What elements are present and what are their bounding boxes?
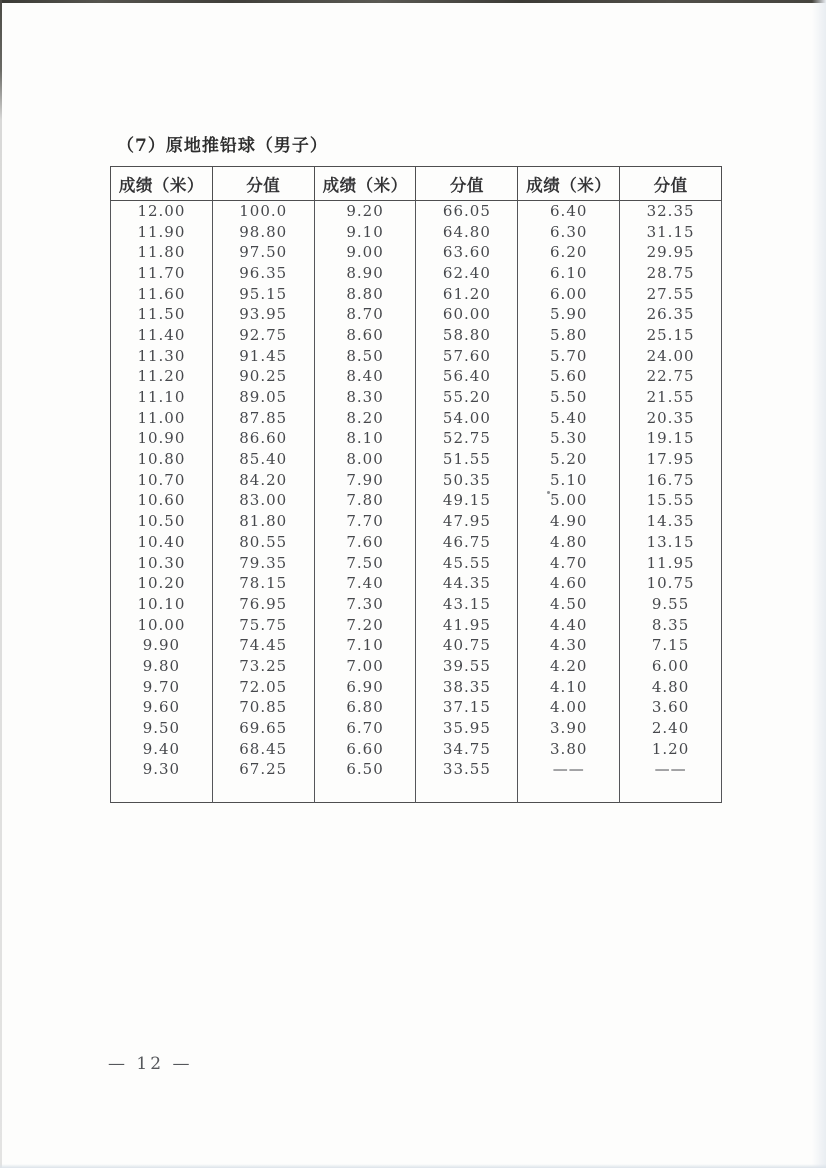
table-cell: 8.60 bbox=[314, 325, 416, 346]
table-cell: 2.40 bbox=[620, 718, 722, 739]
table-cell: 38.35 bbox=[416, 677, 518, 698]
table-cell: 49.15 bbox=[416, 491, 518, 512]
table-cell: 7.40 bbox=[314, 573, 416, 594]
table-spacer-cell bbox=[314, 780, 416, 803]
table-cell: 5.80 bbox=[518, 325, 620, 346]
table-cell: 7.80 bbox=[314, 491, 416, 512]
table-cell: 91.45 bbox=[212, 346, 314, 367]
table-cell: 10.70 bbox=[111, 470, 213, 491]
table-cell: 97.50 bbox=[212, 242, 314, 263]
table-cell: 79.35 bbox=[212, 553, 314, 574]
table-cell: 5.10 bbox=[518, 470, 620, 491]
table-cell: 4.50 bbox=[518, 594, 620, 615]
table-row bbox=[111, 698, 722, 719]
table-cell: 16.75 bbox=[620, 470, 722, 491]
table-cell: 10.50 bbox=[111, 511, 213, 532]
page-number: — 12 — bbox=[108, 1054, 193, 1074]
table-cell: 32.35 bbox=[620, 201, 722, 222]
table-cell: 80.55 bbox=[212, 532, 314, 553]
scan-edge-right bbox=[812, 0, 826, 1168]
table-cell: 9.20 bbox=[314, 201, 416, 222]
table-cell: 100.0 bbox=[212, 201, 314, 222]
table-cell: 60.00 bbox=[416, 304, 518, 325]
scan-edge-left bbox=[0, 0, 2, 1168]
table-header-row bbox=[111, 167, 722, 201]
section-title: （7）原地推铅球（男子） bbox=[117, 136, 328, 156]
table-cell: 64.80 bbox=[416, 222, 518, 243]
table-cell: 6.70 bbox=[314, 718, 416, 739]
table-row bbox=[111, 367, 722, 388]
table-cell: 7.20 bbox=[314, 615, 416, 636]
table-cell: —— bbox=[620, 760, 722, 781]
table-row bbox=[111, 656, 722, 677]
table-cell: 8.30 bbox=[314, 387, 416, 408]
scan-speck bbox=[547, 491, 550, 494]
table-cell: 8.00 bbox=[314, 449, 416, 470]
table-cell: 50.35 bbox=[416, 470, 518, 491]
table-cell: 8.50 bbox=[314, 346, 416, 367]
table-cell: 6.80 bbox=[314, 698, 416, 719]
table-cell: 11.50 bbox=[111, 304, 213, 325]
column-header: 分值 bbox=[620, 167, 722, 201]
table-cell: 9.80 bbox=[111, 656, 213, 677]
table-cell: 9.90 bbox=[111, 635, 213, 656]
table-cell: 46.75 bbox=[416, 532, 518, 553]
table-cell: 7.60 bbox=[314, 532, 416, 553]
table-cell: 68.45 bbox=[212, 739, 314, 760]
table-cell: 5.30 bbox=[518, 429, 620, 450]
table-cell: 4.70 bbox=[518, 553, 620, 574]
table-cell: 70.85 bbox=[212, 698, 314, 719]
table-cell: 63.60 bbox=[416, 242, 518, 263]
table-cell: 6.00 bbox=[620, 656, 722, 677]
table-row bbox=[111, 201, 722, 222]
scan-edge-bottom bbox=[0, 1164, 826, 1168]
table-cell: 8.70 bbox=[314, 304, 416, 325]
table-cell: 4.90 bbox=[518, 511, 620, 532]
table-cell: 5.70 bbox=[518, 346, 620, 367]
table-row bbox=[111, 491, 722, 512]
table-spacer-cell bbox=[518, 780, 620, 803]
table-spacer-cell bbox=[212, 780, 314, 803]
score-table bbox=[110, 166, 722, 803]
table-row bbox=[111, 635, 722, 656]
table-cell: 98.80 bbox=[212, 222, 314, 243]
table-cell: 11.60 bbox=[111, 284, 213, 305]
table-row bbox=[111, 346, 722, 367]
table-cell: 5.90 bbox=[518, 304, 620, 325]
table-spacer-row bbox=[111, 780, 722, 803]
table-cell: 21.55 bbox=[620, 387, 722, 408]
table-row bbox=[111, 429, 722, 450]
table-cell: 92.75 bbox=[212, 325, 314, 346]
table-row bbox=[111, 532, 722, 553]
table-cell: 11.10 bbox=[111, 387, 213, 408]
table-cell: 58.80 bbox=[416, 325, 518, 346]
table-cell: 5.50 bbox=[518, 387, 620, 408]
table-cell: 66.05 bbox=[416, 201, 518, 222]
table-cell: 74.45 bbox=[212, 635, 314, 656]
table-cell: 4.60 bbox=[518, 573, 620, 594]
table-cell: 39.55 bbox=[416, 656, 518, 677]
table-cell: 67.25 bbox=[212, 760, 314, 781]
table-cell: 9.30 bbox=[111, 760, 213, 781]
table-cell: 8.35 bbox=[620, 615, 722, 636]
table-cell: 11.00 bbox=[111, 408, 213, 429]
table-cell: 89.05 bbox=[212, 387, 314, 408]
table-row bbox=[111, 387, 722, 408]
score-table-body bbox=[111, 201, 722, 803]
table-cell: 7.50 bbox=[314, 553, 416, 574]
table-cell: 83.00 bbox=[212, 491, 314, 512]
table-cell: 90.25 bbox=[212, 367, 314, 388]
table-cell: 8.20 bbox=[314, 408, 416, 429]
table-cell: 95.15 bbox=[212, 284, 314, 305]
table-cell: 1.20 bbox=[620, 739, 722, 760]
table-cell: 40.75 bbox=[416, 635, 518, 656]
table-cell: 62.40 bbox=[416, 263, 518, 284]
table-cell: 20.35 bbox=[620, 408, 722, 429]
table-cell: 10.75 bbox=[620, 573, 722, 594]
table-cell: 6.10 bbox=[518, 263, 620, 284]
table-row bbox=[111, 760, 722, 781]
table-cell: 4.10 bbox=[518, 677, 620, 698]
table-cell: 26.35 bbox=[620, 304, 722, 325]
table-cell: 9.60 bbox=[111, 698, 213, 719]
table-cell: 6.50 bbox=[314, 760, 416, 781]
table-row bbox=[111, 615, 722, 636]
table-cell: 7.00 bbox=[314, 656, 416, 677]
table-cell: 5.20 bbox=[518, 449, 620, 470]
table-cell: 6.40 bbox=[518, 201, 620, 222]
table-row bbox=[111, 677, 722, 698]
table-cell: 72.05 bbox=[212, 677, 314, 698]
table-cell: 75.75 bbox=[212, 615, 314, 636]
table-cell: 7.30 bbox=[314, 594, 416, 615]
table-cell: 27.55 bbox=[620, 284, 722, 305]
table-cell: 4.20 bbox=[518, 656, 620, 677]
table-cell: 8.80 bbox=[314, 284, 416, 305]
table-row bbox=[111, 511, 722, 532]
table-row bbox=[111, 242, 722, 263]
table-cell: 3.80 bbox=[518, 739, 620, 760]
table-cell: 12.00 bbox=[111, 201, 213, 222]
table-cell: 35.95 bbox=[416, 718, 518, 739]
table-cell: 34.75 bbox=[416, 739, 518, 760]
table-cell: 6.60 bbox=[314, 739, 416, 760]
table-cell: —— bbox=[518, 760, 620, 781]
table-cell: 8.40 bbox=[314, 367, 416, 388]
table-cell: 45.55 bbox=[416, 553, 518, 574]
table-cell: 4.80 bbox=[620, 677, 722, 698]
column-header: 分值 bbox=[416, 167, 518, 201]
table-cell: 8.10 bbox=[314, 429, 416, 450]
table-cell: 4.30 bbox=[518, 635, 620, 656]
column-header: 成绩（米） bbox=[314, 167, 416, 201]
table-cell: 5.00 bbox=[518, 491, 620, 512]
scan-edge-top bbox=[0, 0, 826, 3]
table-cell: 4.80 bbox=[518, 532, 620, 553]
table-row bbox=[111, 449, 722, 470]
table-row bbox=[111, 553, 722, 574]
table-cell: 3.60 bbox=[620, 698, 722, 719]
table-cell: 10.60 bbox=[111, 491, 213, 512]
table-cell: 9.40 bbox=[111, 739, 213, 760]
table-cell: 47.95 bbox=[416, 511, 518, 532]
table-cell: 6.20 bbox=[518, 242, 620, 263]
table-cell: 11.30 bbox=[111, 346, 213, 367]
column-header: 成绩（米） bbox=[111, 167, 213, 201]
table-cell: 7.15 bbox=[620, 635, 722, 656]
table-cell: 11.70 bbox=[111, 263, 213, 284]
table-cell: 9.00 bbox=[314, 242, 416, 263]
table-spacer-cell bbox=[620, 780, 722, 803]
table-cell: 51.55 bbox=[416, 449, 518, 470]
table-cell: 13.15 bbox=[620, 532, 722, 553]
table-cell: 9.70 bbox=[111, 677, 213, 698]
column-header: 分值 bbox=[212, 167, 314, 201]
table-cell: 9.10 bbox=[314, 222, 416, 243]
table-cell: 9.50 bbox=[111, 718, 213, 739]
table-cell: 7.90 bbox=[314, 470, 416, 491]
table-cell: 7.70 bbox=[314, 511, 416, 532]
table-cell: 37.15 bbox=[416, 698, 518, 719]
table-cell: 11.90 bbox=[111, 222, 213, 243]
column-header: 成绩（米） bbox=[518, 167, 620, 201]
table-cell: 10.90 bbox=[111, 429, 213, 450]
table-cell: 61.20 bbox=[416, 284, 518, 305]
table-cell: 10.00 bbox=[111, 615, 213, 636]
table-cell: 87.85 bbox=[212, 408, 314, 429]
table-cell: 31.15 bbox=[620, 222, 722, 243]
table-spacer-cell bbox=[416, 780, 518, 803]
table-row bbox=[111, 263, 722, 284]
table-cell: 14.35 bbox=[620, 511, 722, 532]
table-cell: 15.55 bbox=[620, 491, 722, 512]
table-cell: 11.80 bbox=[111, 242, 213, 263]
table-cell: 9.55 bbox=[620, 594, 722, 615]
table-row bbox=[111, 470, 722, 491]
table-row bbox=[111, 408, 722, 429]
table-cell: 29.95 bbox=[620, 242, 722, 263]
table-cell: 8.90 bbox=[314, 263, 416, 284]
table-row bbox=[111, 739, 722, 760]
table-cell: 93.95 bbox=[212, 304, 314, 325]
table-spacer-cell bbox=[111, 780, 213, 803]
table-cell: 84.20 bbox=[212, 470, 314, 491]
table-cell: 10.80 bbox=[111, 449, 213, 470]
table-cell: 6.90 bbox=[314, 677, 416, 698]
table-cell: 24.00 bbox=[620, 346, 722, 367]
table-row bbox=[111, 222, 722, 243]
table-cell: 73.25 bbox=[212, 656, 314, 677]
table-cell: 22.75 bbox=[620, 367, 722, 388]
table-cell: 44.35 bbox=[416, 573, 518, 594]
table-cell: 10.10 bbox=[111, 594, 213, 615]
table-cell: 3.90 bbox=[518, 718, 620, 739]
table-cell: 78.15 bbox=[212, 573, 314, 594]
score-table-head bbox=[111, 167, 722, 201]
table-cell: 86.60 bbox=[212, 429, 314, 450]
table-cell: 17.95 bbox=[620, 449, 722, 470]
table-cell: 52.75 bbox=[416, 429, 518, 450]
table-cell: 56.40 bbox=[416, 367, 518, 388]
table-cell: 54.00 bbox=[416, 408, 518, 429]
table-cell: 57.60 bbox=[416, 346, 518, 367]
table-cell: 76.95 bbox=[212, 594, 314, 615]
table-cell: 7.10 bbox=[314, 635, 416, 656]
table-cell: 10.20 bbox=[111, 573, 213, 594]
table-row bbox=[111, 325, 722, 346]
table-cell: 33.55 bbox=[416, 760, 518, 781]
table-cell: 6.30 bbox=[518, 222, 620, 243]
table-cell: 10.30 bbox=[111, 553, 213, 574]
table-row bbox=[111, 573, 722, 594]
table-cell: 55.20 bbox=[416, 387, 518, 408]
table-cell: 96.35 bbox=[212, 263, 314, 284]
table-cell: 10.40 bbox=[111, 532, 213, 553]
table-cell: 11.40 bbox=[111, 325, 213, 346]
table-cell: 6.00 bbox=[518, 284, 620, 305]
table-cell: 19.15 bbox=[620, 429, 722, 450]
table-cell: 11.20 bbox=[111, 367, 213, 388]
table-cell: 4.00 bbox=[518, 698, 620, 719]
table-cell: 4.40 bbox=[518, 615, 620, 636]
table-cell: 5.40 bbox=[518, 408, 620, 429]
table-cell: 11.95 bbox=[620, 553, 722, 574]
table-row bbox=[111, 718, 722, 739]
table-row bbox=[111, 594, 722, 615]
table-cell: 5.60 bbox=[518, 367, 620, 388]
table-cell: 69.65 bbox=[212, 718, 314, 739]
table-cell: 85.40 bbox=[212, 449, 314, 470]
table-cell: 81.80 bbox=[212, 511, 314, 532]
table-cell: 28.75 bbox=[620, 263, 722, 284]
table-cell: 41.95 bbox=[416, 615, 518, 636]
table-cell: 25.15 bbox=[620, 325, 722, 346]
table-row bbox=[111, 304, 722, 325]
table-cell: 43.15 bbox=[416, 594, 518, 615]
table-row bbox=[111, 284, 722, 305]
